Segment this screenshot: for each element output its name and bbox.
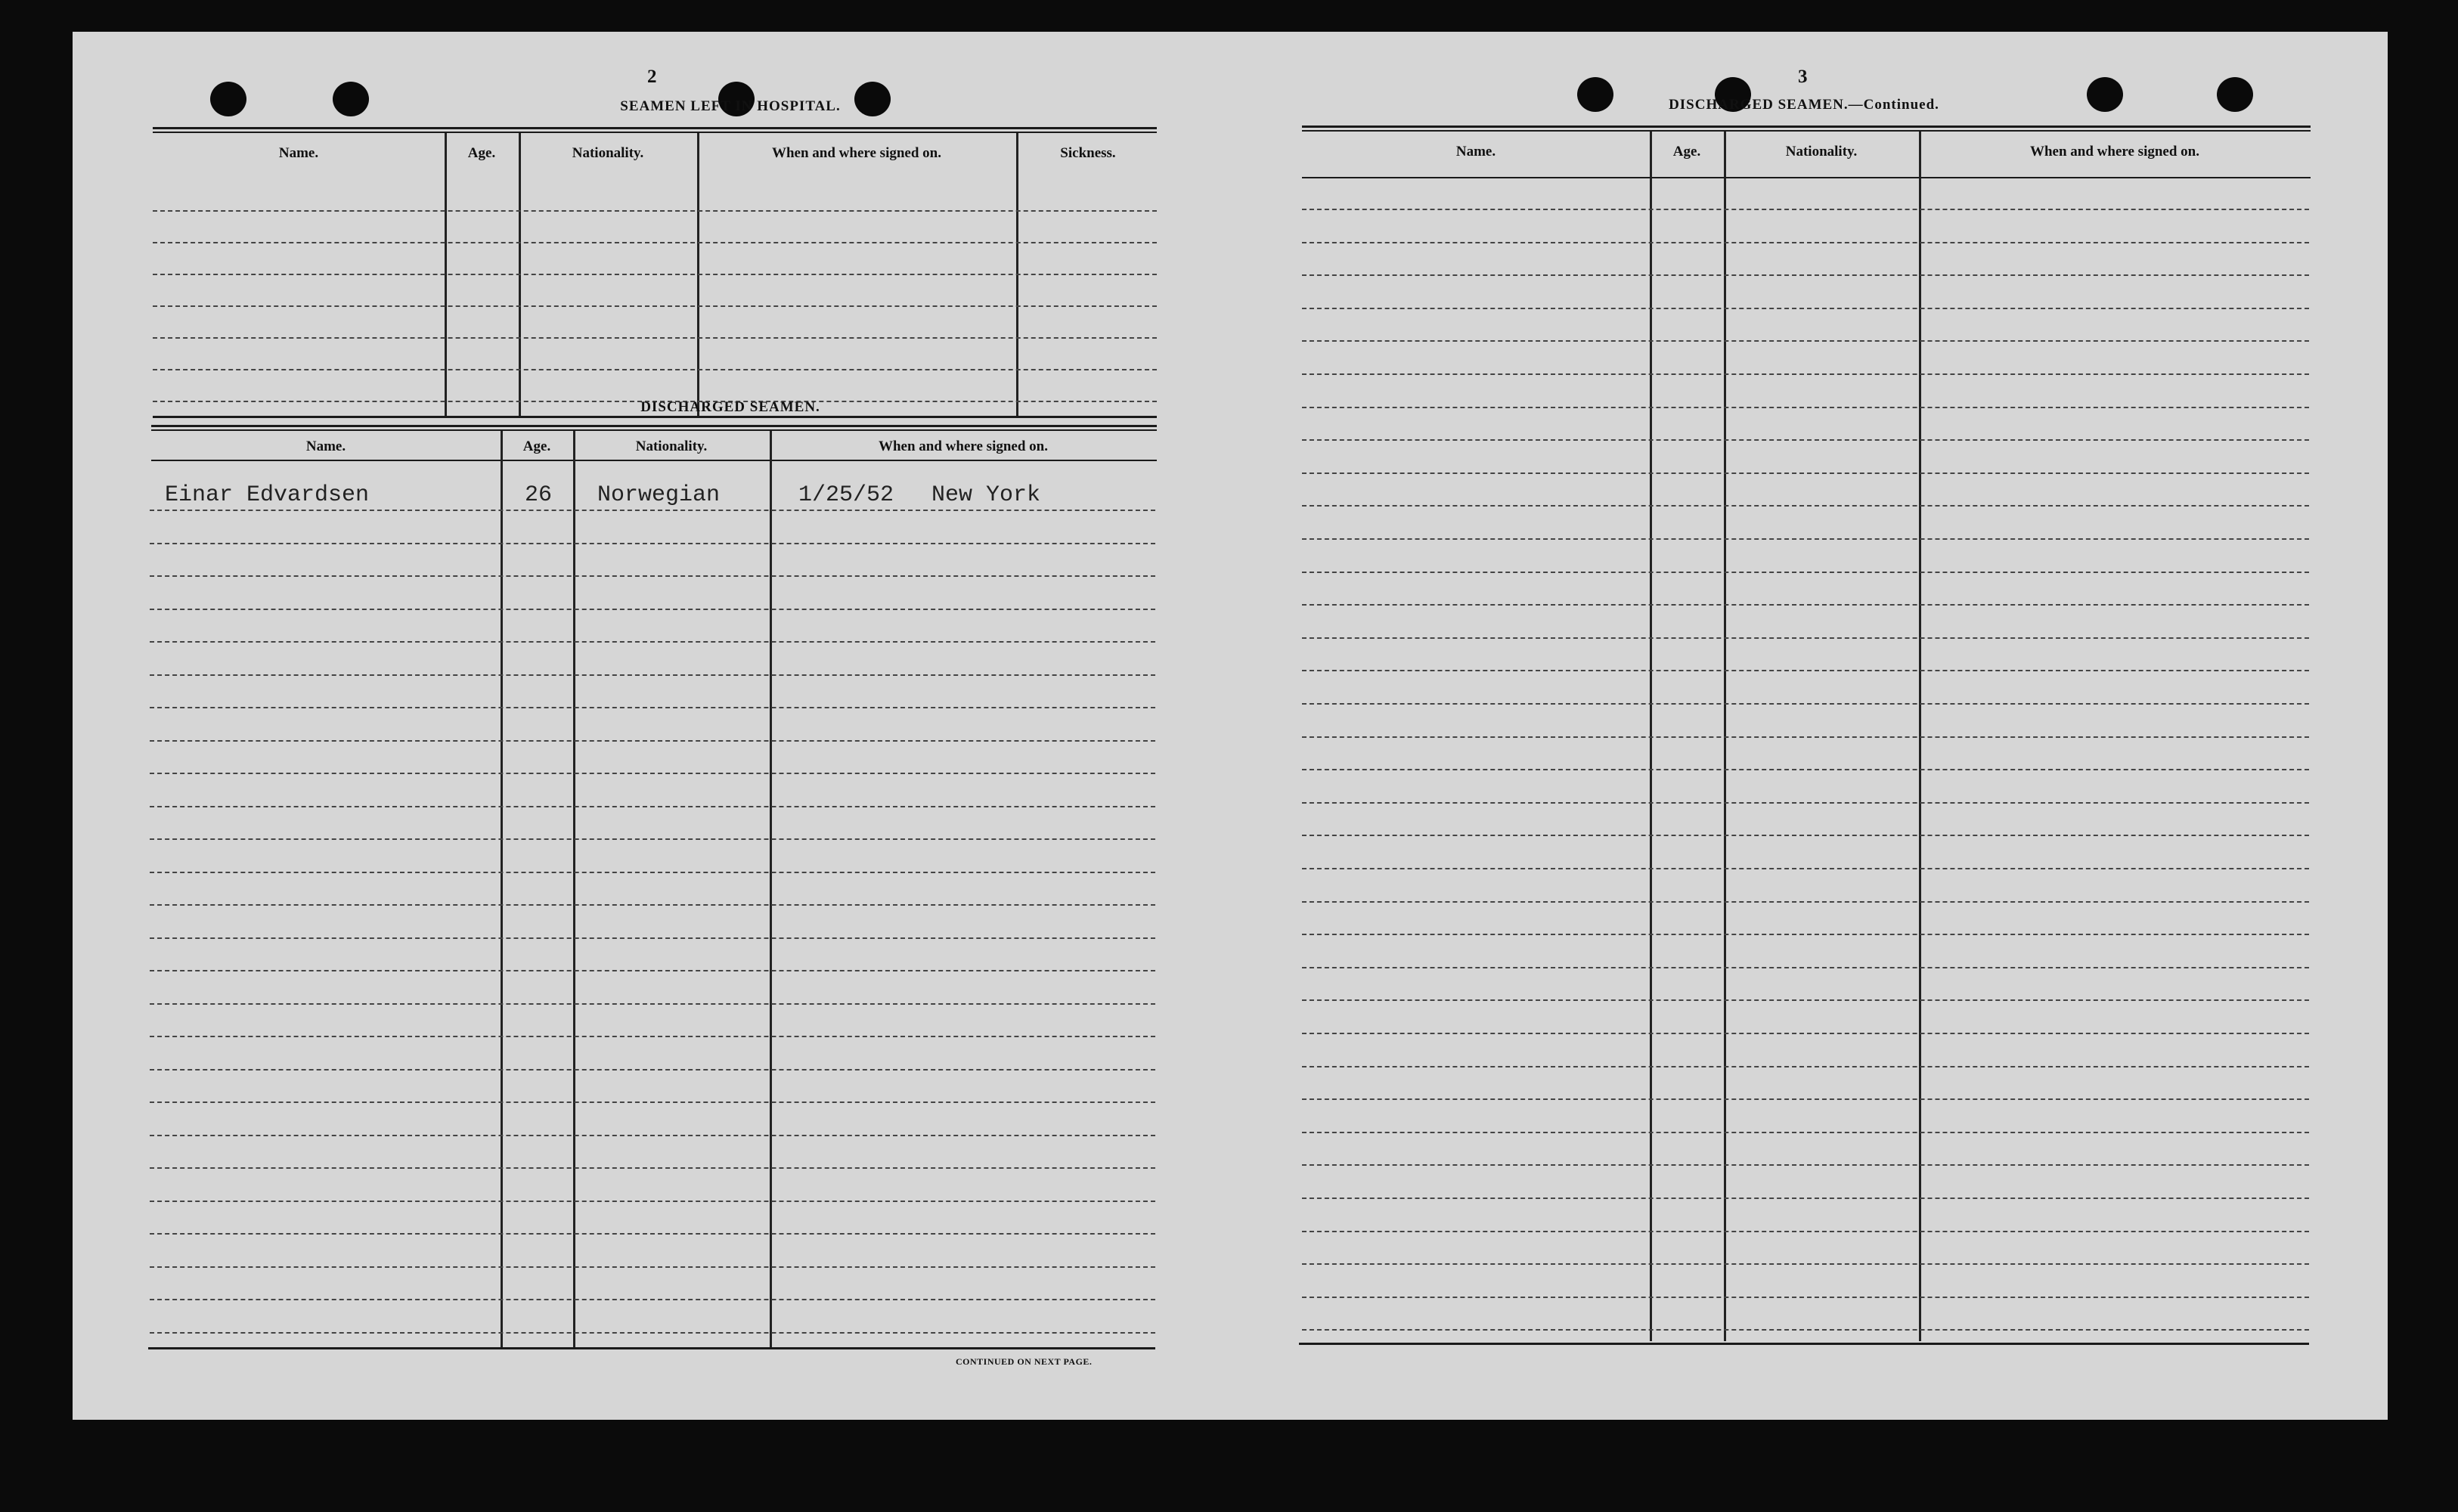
hospital-col-nationality: Nationality.	[572, 145, 644, 161]
ruled-line	[1302, 209, 2309, 210]
ruled-line	[150, 1003, 1155, 1005]
discharged-row-nationality: Norwegian	[597, 482, 721, 508]
right-section-title: DISCHARGED SEAMEN.—Continued.	[1669, 97, 1939, 113]
hospital-col-signed-on: When and where signed on.	[771, 145, 941, 161]
ruled-line	[1302, 538, 2309, 540]
ruled-line	[1302, 1132, 2309, 1133]
continued-note: CONTINUED ON NEXT PAGE.	[956, 1356, 1093, 1367]
ruled-line	[1302, 242, 2309, 243]
ruled-line	[150, 1135, 1155, 1136]
discharged-top-rule	[151, 425, 1157, 427]
hospital-bottom-rule	[153, 416, 1157, 418]
ruled-line	[1302, 1297, 2309, 1298]
ruled-line	[1302, 868, 2309, 869]
ruled-line	[150, 1266, 1155, 1268]
discharged-row-name: Einar Edvardsen	[165, 482, 370, 508]
ruled-line	[1302, 604, 2309, 606]
ruled-line	[150, 641, 1155, 643]
right-col-name: Name.	[1455, 144, 1496, 160]
document-sheet	[73, 32, 2388, 1420]
ruled-line	[150, 609, 1155, 610]
right-col-nationality: Nationality.	[1785, 144, 1858, 160]
ruled-line	[1302, 505, 2309, 507]
ruled-line	[150, 773, 1155, 774]
discharged-col-name: Name.	[305, 438, 346, 454]
ruled-line	[1302, 769, 2309, 770]
discharged-col-signed-on: When and where signed on.	[878, 438, 1048, 454]
discharged-row-signed-date: 1/25/52	[798, 482, 894, 508]
ruled-line	[1302, 407, 2309, 408]
ruled-line	[1302, 340, 2309, 342]
ruled-line	[1302, 1231, 2309, 1232]
ruled-line	[1302, 572, 2309, 573]
ruled-line	[150, 1299, 1155, 1300]
hospital-col-age: Age.	[467, 145, 496, 161]
right-col-age: Age.	[1672, 144, 1701, 160]
ruled-line	[150, 1332, 1155, 1334]
ruled-line	[1302, 967, 2309, 968]
punch-hole	[210, 82, 246, 116]
ruled-line	[1302, 802, 2309, 804]
ruled-line	[1302, 1263, 2309, 1265]
ruled-line	[1302, 1066, 2309, 1067]
hospital-top-rule	[153, 127, 1157, 129]
punch-hole	[2087, 77, 2123, 112]
ruled-line	[1302, 1164, 2309, 1166]
ruled-line	[150, 543, 1155, 544]
ruled-line	[1302, 901, 2309, 903]
ruled-line	[150, 1069, 1155, 1070]
ruled-line	[150, 707, 1155, 708]
discharged-col-nationality: Nationality.	[635, 438, 708, 454]
ruled-line	[1302, 934, 2309, 935]
ruled-line	[150, 575, 1155, 577]
ruled-line	[150, 674, 1155, 676]
hospital-col-sickness: Sickness.	[1060, 145, 1116, 161]
ruled-line	[150, 1101, 1155, 1103]
ruled-line	[150, 510, 1155, 511]
ruled-line	[1302, 274, 2309, 276]
discharged-row-signed-place: New York	[931, 482, 1041, 508]
ruled-line	[1302, 1329, 2309, 1331]
ruled-line	[1302, 703, 2309, 705]
hospital-col-name: Name.	[278, 145, 319, 161]
right-col-signed-on: When and where signed on.	[2029, 144, 2199, 160]
discharged-header-rule	[151, 460, 1157, 461]
ruled-line	[1302, 670, 2309, 671]
ruled-line	[1302, 472, 2309, 474]
ruled-line	[1302, 1198, 2309, 1199]
ruled-line	[1302, 439, 2309, 441]
ruled-line	[1302, 736, 2309, 738]
ruled-line	[1302, 835, 2309, 836]
discharged-section-title: DISCHARGED SEAMEN.	[640, 399, 820, 415]
ruled-line	[1302, 1098, 2309, 1100]
left-page-number: 2	[647, 67, 657, 87]
ruled-line	[1302, 308, 2309, 309]
ruled-line	[150, 1201, 1155, 1202]
punch-hole	[333, 82, 369, 116]
discharged-bottom-rule	[148, 1347, 1155, 1349]
hospital-section-title: SEAMEN LEFT IN HOSPITAL.	[620, 98, 841, 114]
ruled-line	[150, 872, 1155, 873]
ruled-line	[150, 904, 1155, 906]
ruled-line	[1302, 999, 2309, 1001]
ruled-line	[150, 838, 1155, 840]
right-top-rule	[1302, 125, 2311, 128]
ruled-line	[1302, 1033, 2309, 1034]
ruled-line	[150, 1233, 1155, 1235]
right-page-number: 3	[1798, 67, 1808, 87]
ruled-line	[150, 1167, 1155, 1169]
discharged-row-age: 26	[525, 482, 553, 508]
ruled-line	[150, 937, 1155, 939]
ruled-line	[150, 1036, 1155, 1037]
right-header-rule	[1302, 177, 2311, 178]
ruled-line	[150, 806, 1155, 807]
ruled-line	[150, 740, 1155, 742]
punch-hole	[2217, 77, 2253, 112]
ruled-line	[1302, 373, 2309, 375]
ruled-line	[1302, 637, 2309, 639]
discharged-col-age: Age.	[522, 438, 551, 454]
right-bottom-rule	[1299, 1343, 2309, 1345]
ruled-line	[150, 970, 1155, 971]
